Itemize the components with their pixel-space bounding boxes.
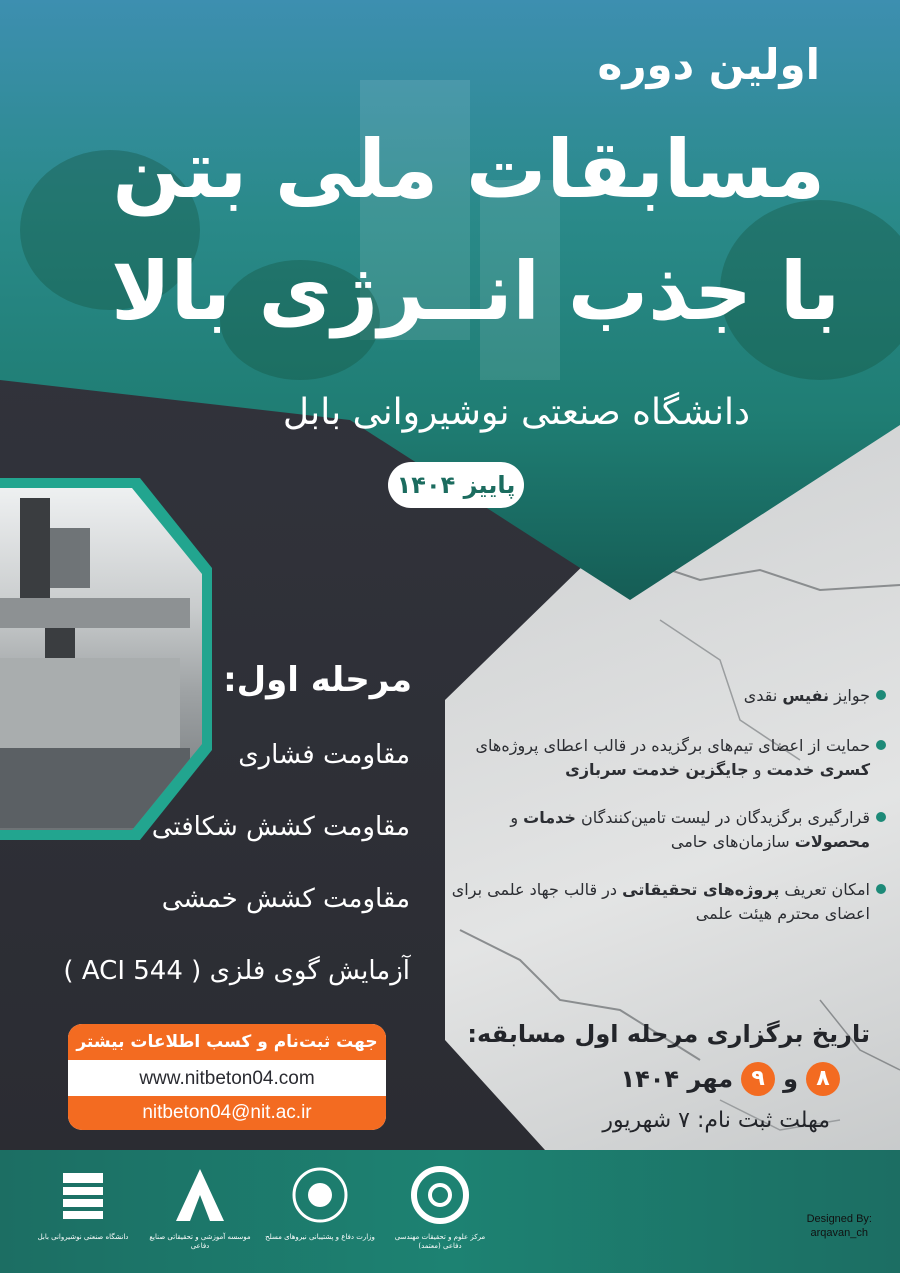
- registration-deadline: مهلت ثبت نام: ۷ شهریور: [602, 1108, 830, 1133]
- edition-label: اولین دوره: [597, 40, 820, 89]
- test-machine-photo: [0, 488, 202, 830]
- bullet-icon: [876, 812, 886, 822]
- benefit-item: جوایز نفیس نقدی: [450, 684, 870, 708]
- title-line-1: مسابقات ملی بتن: [112, 123, 825, 216]
- registration-box: [68, 1024, 386, 1130]
- bullet-icon: [876, 740, 886, 750]
- benefit-item: قرارگیری برگزیدگان در لیست تامین‌کنندگان خدمات و محصولات سازمان‌های حامی: [450, 806, 870, 854]
- website-link[interactable]: www.nitbeton04.com: [139, 1068, 315, 1089]
- stage-item-split-tensile: مقاومت کشش شکافتی: [151, 812, 410, 842]
- logo-university: دانشگاه صنعتی نوشیروانی بابل: [28, 1165, 138, 1242]
- date-day-2: ۹: [741, 1062, 775, 1096]
- stage-item-flexural: مقاومت کشش خمشی: [161, 884, 410, 914]
- stage-item-compressive: مقاومت فشاری: [238, 740, 410, 770]
- season-badge: پاییز ۱۴۰۴: [388, 462, 524, 508]
- email-link[interactable]: nitbeton04@nit.ac.ir: [68, 1096, 386, 1130]
- bullet-icon: [876, 690, 886, 700]
- event-date-line: [620, 1062, 840, 1096]
- institute-logo-icon: [170, 1165, 230, 1225]
- bullet-icon: [876, 884, 886, 894]
- registration-heading: جهت ثبت‌نام و کسب اطلاعات بیشتر: [68, 1024, 386, 1060]
- date-day-1: ۸: [806, 1062, 840, 1096]
- logo-research-center: مرکز علوم و تحقیقات مهندسی دفاعی (معتمد): [385, 1165, 495, 1251]
- emblem-logo-icon: [290, 1165, 350, 1225]
- event-date-heading: تاریخ برگزاری مرحله اول مسابقه:: [467, 1020, 870, 1048]
- date-month-year: مهر ۱۴۰۴: [620, 1065, 734, 1093]
- stage-item-drop-ball: آزمایش گوی فلزی ( ACI 544 ): [63, 956, 410, 986]
- benefit-item: امکان تعریف پروژه‌های تحقیقاتی در قالب جهاد علمی برای اعضای محترم هیئت علمی: [450, 878, 870, 926]
- designer-credit: Designed By: arqavan_ch: [806, 1213, 872, 1239]
- stage-one-title: مرحله اول:: [223, 660, 412, 700]
- logo-ministry: وزارت دفاع و پشتیبانی نیروهای مسلح: [265, 1165, 375, 1242]
- logo-institute: موسسه آموزشی و تحقیقاتی صنایع دفاعی: [145, 1165, 255, 1251]
- research-center-logo-icon: [410, 1165, 470, 1225]
- date-and: و: [783, 1065, 798, 1093]
- title-line-2: با جذب انــرژی بالا: [111, 245, 840, 338]
- university-name: دانشگاه صنعتی نوشیروانی بابل: [282, 392, 750, 433]
- university-logo-icon: [53, 1165, 113, 1225]
- benefit-item: حمایت از اعضای تیم‌های برگزیده در قالب اعطای پروژه‌های کسری خدمت و جایگزین خدمت سربازی: [450, 734, 870, 782]
